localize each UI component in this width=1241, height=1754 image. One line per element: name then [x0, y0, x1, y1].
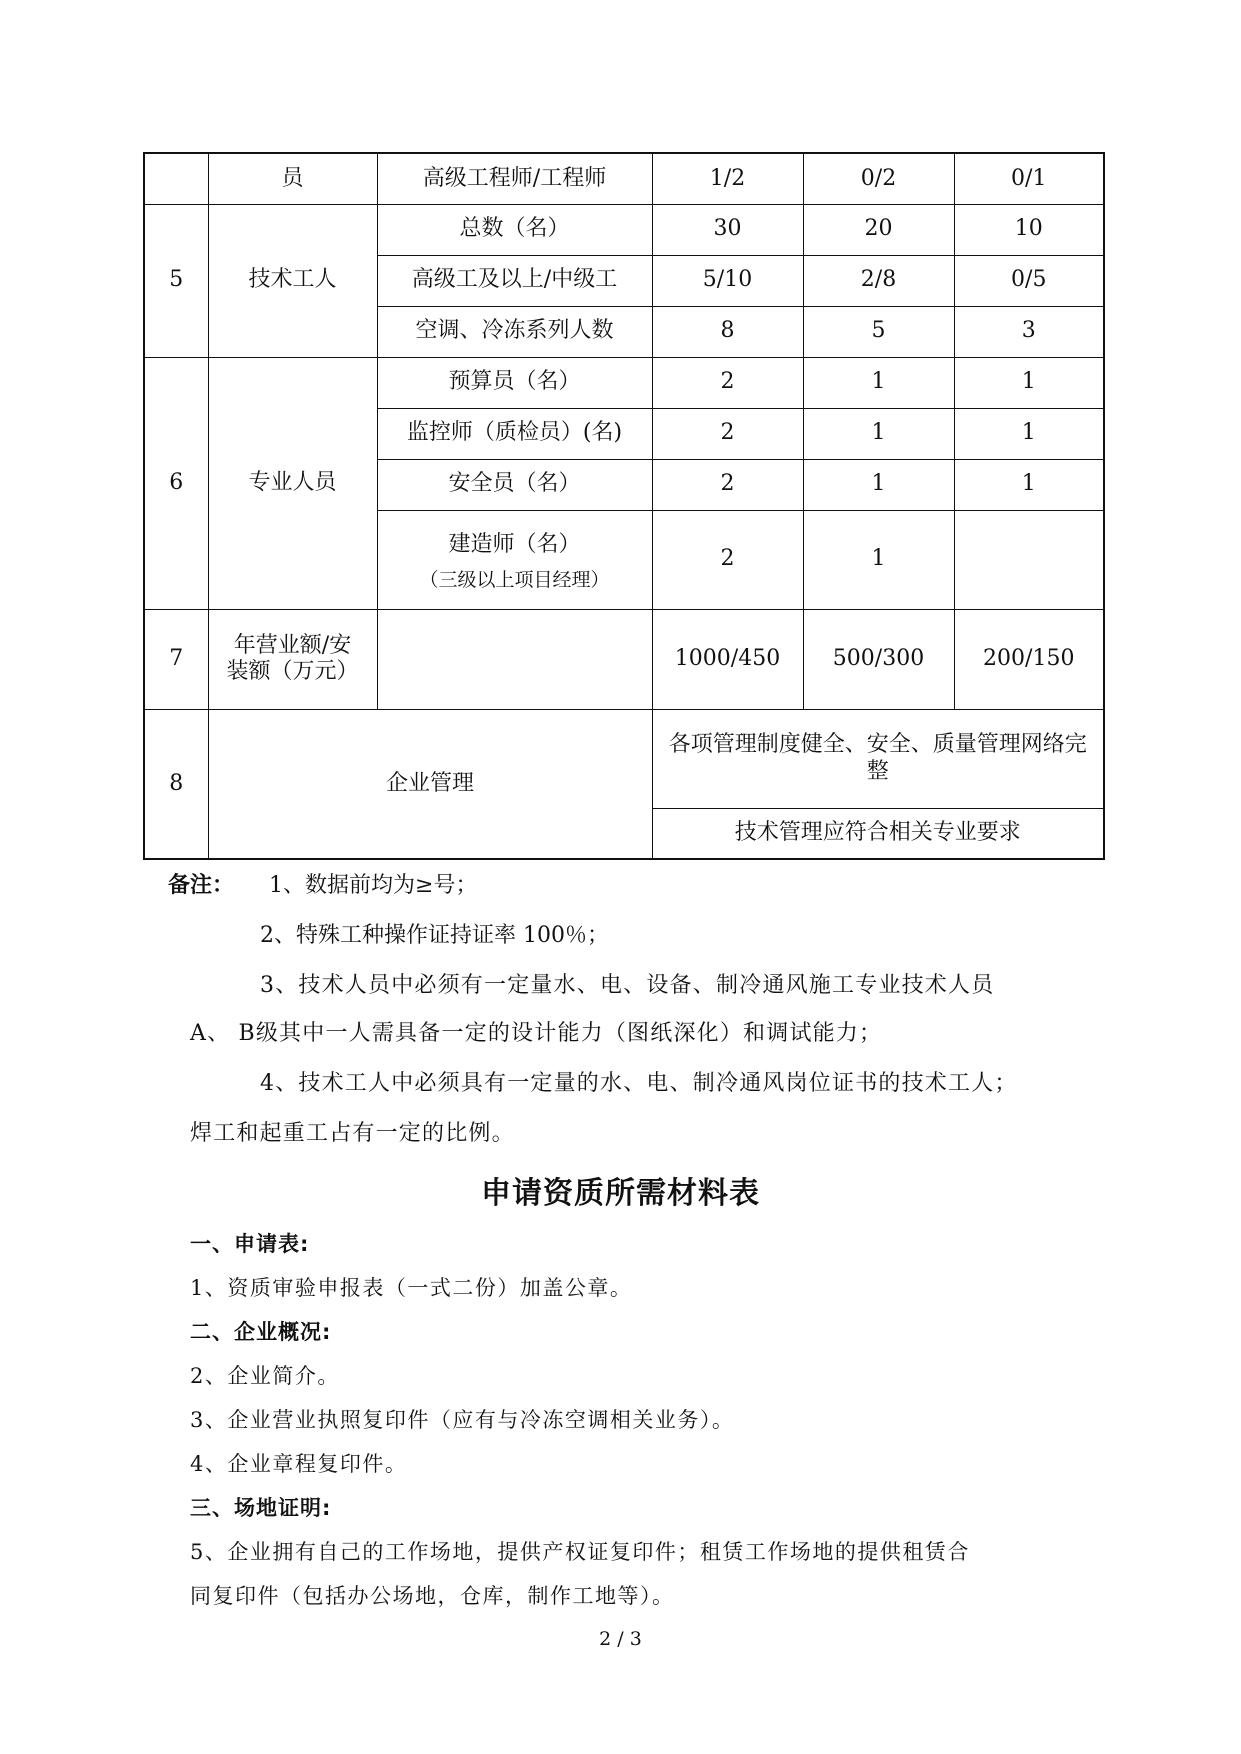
table-cell: 500/300: [803, 609, 954, 709]
table-cell: 0/2: [803, 153, 954, 204]
note-item: 1、数据前均为≥号；: [269, 873, 478, 898]
table-cell: [377, 510, 652, 609]
table-cell: 3: [954, 306, 1104, 357]
table-cell: [377, 609, 652, 709]
list-item: 1、资质审验申报表（一式二份）加盖公章。: [190, 1276, 633, 1300]
list-heading: 二、企业概况:: [190, 1320, 332, 1344]
table-cell: 30: [652, 204, 803, 255]
table-cell: 1/2: [652, 153, 803, 204]
page-number: 2 / 3: [599, 1628, 642, 1650]
list-item: 3、企业营业执照复印件（应有与冷冻空调相关业务）。: [190, 1408, 735, 1432]
table-cell: 5: [803, 306, 954, 357]
table-cell: 2/8: [803, 255, 954, 306]
category-name: [208, 609, 377, 709]
table-cell: 1: [954, 459, 1104, 510]
notes-label: 备注：: [168, 873, 235, 898]
table-cell: 1: [803, 459, 954, 510]
table-cell: 10: [954, 204, 1104, 255]
table-cell: 1: [954, 357, 1104, 408]
table-cell: 监控师（质检员）(名): [377, 408, 652, 459]
section-title: 申请资质所需材料表: [481, 1176, 760, 1211]
category-name: 专业人员: [208, 357, 377, 609]
table-cell: 5/10: [652, 255, 803, 306]
table-row: [144, 153, 1104, 204]
category-name-line1: 年营业额/安: [233, 632, 352, 658]
qualification-table: [143, 152, 1105, 860]
table-cell: 预算员（名）: [377, 357, 652, 408]
table-cell: 高级工程师/工程师: [377, 153, 652, 204]
table-cell: 1: [954, 408, 1104, 459]
table-row: [144, 204, 1104, 255]
table-cell: 1: [803, 357, 954, 408]
note-item: 焊工和起重工占有一定的比例。: [190, 1121, 515, 1146]
table-row: [144, 709, 1104, 808]
category-name: 技术工人: [208, 204, 377, 357]
note-item: 2、特殊工种操作证持证率 100％；: [260, 923, 609, 948]
table-cell: 员: [208, 153, 377, 204]
notes-row: [168, 868, 477, 899]
table-cell: 2: [652, 357, 803, 408]
table-cell: 空调、冷冻系列人数: [377, 306, 652, 357]
table-cell: 安全员（名）: [377, 459, 652, 510]
builder-note: （三级以上项目经理）: [419, 568, 610, 591]
table-cell: 200/150: [954, 609, 1104, 709]
table-cell: 8: [652, 306, 803, 357]
row-number: 5: [144, 204, 208, 357]
list-heading: 一、申请表:: [190, 1232, 310, 1256]
table-cell: [954, 510, 1104, 609]
table-cell: 20: [803, 204, 954, 255]
builder-label: 建造师（名）: [448, 531, 581, 557]
table-cell: 1: [803, 510, 954, 609]
list-item: 同复印件（包括办公场地，仓库，制作工地等）。: [190, 1584, 675, 1608]
table-cell: 2: [652, 459, 803, 510]
row-number: 6: [144, 357, 208, 609]
table-row: [144, 609, 1104, 709]
table-cell: 2: [652, 510, 803, 609]
list-item: 2、企业简介。: [190, 1364, 340, 1388]
table-cell: 1: [803, 408, 954, 459]
row-number: 7: [144, 609, 208, 709]
list-heading: 三、场地证明:: [190, 1496, 332, 1520]
table-cell: 0/1: [954, 153, 1104, 204]
requirement-cell: 技术管理应符合相关专业要求: [652, 808, 1104, 859]
note-item: 3、技术人员中必须有一定量水、电、设备、制冷通风施工专业技术人员: [260, 973, 995, 998]
row-number: 8: [144, 709, 208, 859]
table-cell: 1000/450: [652, 609, 803, 709]
list-item: 5、企业拥有自己的工作场地，提供产权证复印件；租赁工作场地的提供租赁合: [190, 1540, 970, 1564]
requirement-cell: 各项管理制度健全、安全、质量管理网络完整: [652, 709, 1104, 808]
table-cell: 2: [652, 408, 803, 459]
table-cell: 总数（名）: [377, 204, 652, 255]
category-name-line2: 装额（万元）: [226, 659, 359, 684]
note-item: A、 B级其中一人需具备一定的设计能力（图纸深化）和调试能力；: [190, 1021, 883, 1046]
note-item: 4、技术工人中必须具有一定量的水、电、制冷通风岗位证书的技术工人；: [260, 1071, 1018, 1096]
category-name: 企业管理: [208, 709, 652, 859]
table-cell: 0/5: [954, 255, 1104, 306]
table-row: [144, 357, 1104, 408]
table-cell: [144, 153, 208, 204]
table-cell: 高级工及以上/中级工: [377, 255, 652, 306]
list-item: 4、企业章程复印件。: [190, 1452, 408, 1476]
